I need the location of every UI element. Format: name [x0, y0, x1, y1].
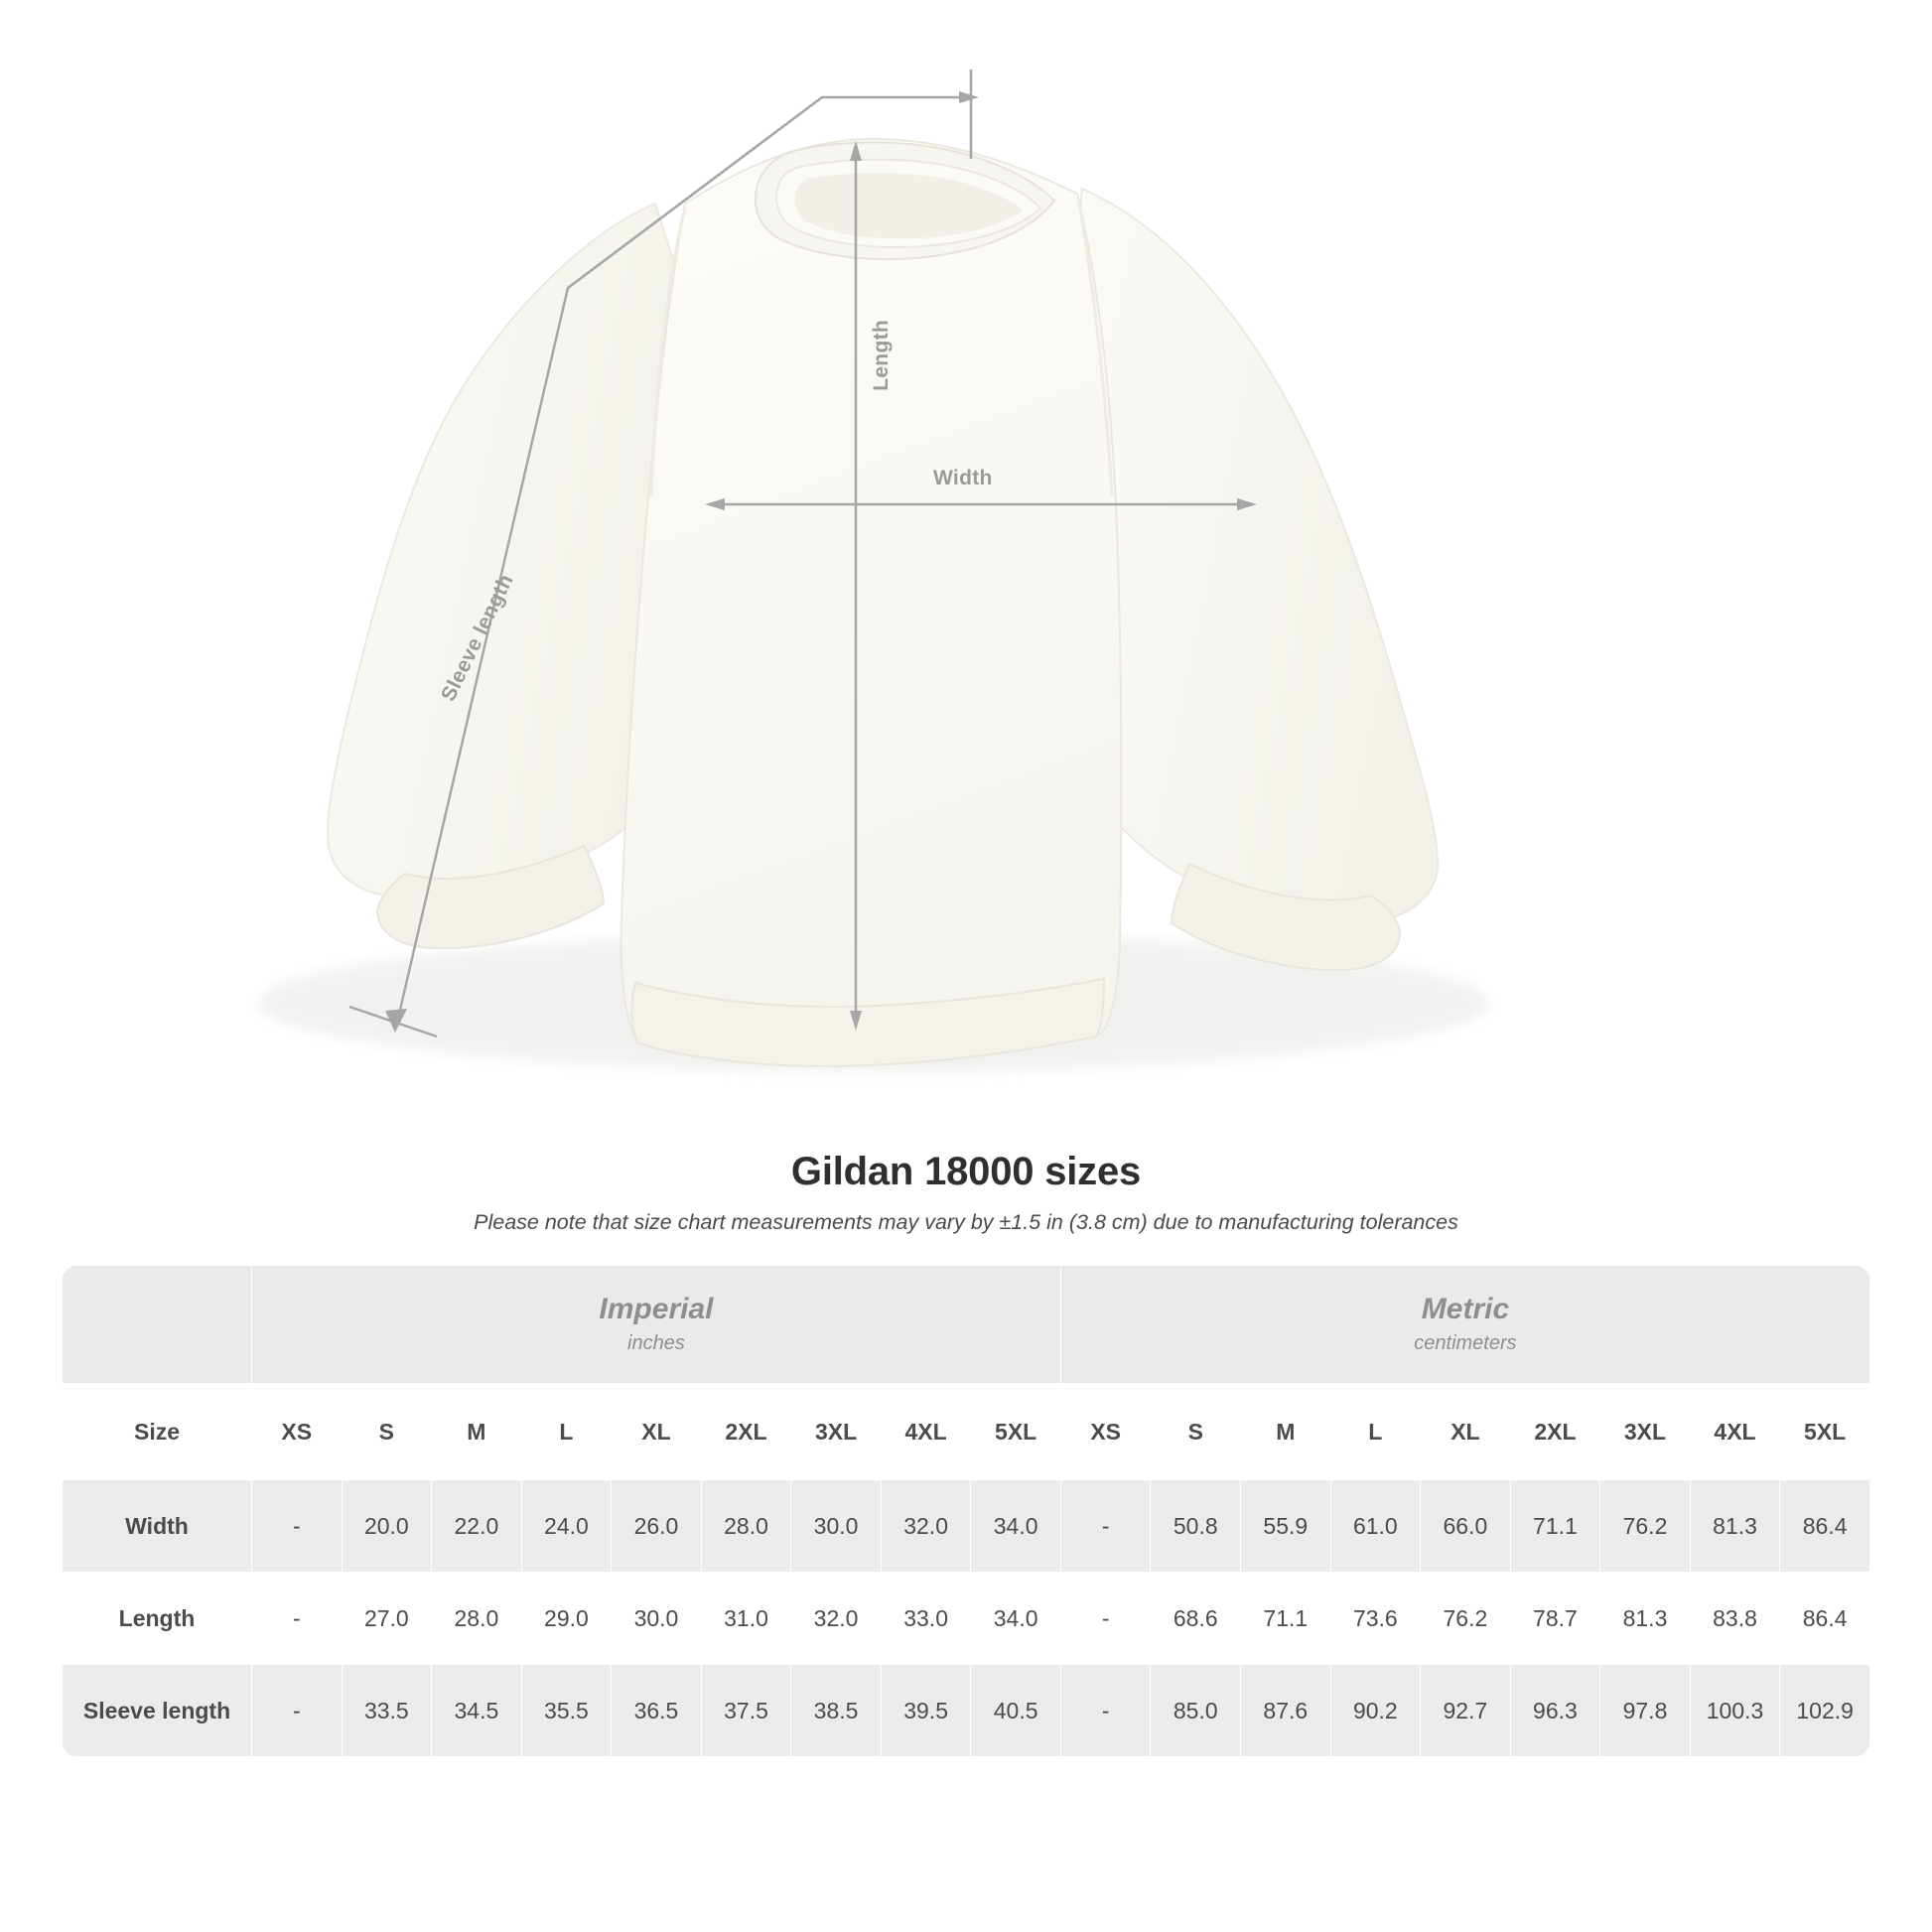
size-header-cell: 2XL [701, 1384, 791, 1480]
table-row [63, 1480, 1870, 1573]
measurement-cell: - [1060, 1665, 1151, 1757]
size-header-cell: 5XL [1780, 1384, 1870, 1480]
measurement-cell: 100.3 [1690, 1665, 1780, 1757]
measurement-cell: 33.5 [342, 1665, 432, 1757]
measurement-cell: 96.3 [1510, 1665, 1600, 1757]
page-title: Gildan 18000 sizes [790, 1150, 1142, 1193]
measurement-cell: 61.0 [1330, 1480, 1421, 1573]
unit-sub: inches [627, 1331, 685, 1354]
size-header-cell: XS [1060, 1384, 1151, 1480]
size-header-cell: 4XL [1690, 1384, 1780, 1480]
measurement-cell: 28.0 [432, 1573, 522, 1665]
measurement-cell: 37.5 [701, 1665, 791, 1757]
size-header-row [63, 1384, 1870, 1480]
unit-header-imperial [252, 1266, 1061, 1384]
measurement-cell: 86.4 [1780, 1573, 1870, 1665]
size-table-wrapper [62, 1265, 1870, 1757]
sleeve-length-label: Sleeve length [437, 570, 518, 706]
measurement-cell: 87.6 [1241, 1665, 1331, 1757]
measurement-cell: 34.0 [971, 1480, 1061, 1573]
length-label: Length [870, 320, 893, 391]
measurement-cell: 81.3 [1690, 1480, 1780, 1573]
unit-name: Metric [1421, 1293, 1510, 1326]
measurement-cell: 29.0 [521, 1573, 612, 1665]
unit-name: Imperial [599, 1293, 714, 1326]
row-label: Sleeve length [63, 1665, 252, 1757]
tolerance-note: Please note that size chart measurements may vary by ±1.5 in (3.8 cm) due to manufacturing tolerances [474, 1210, 1458, 1234]
row-label: Length [63, 1573, 252, 1665]
measurement-cell: 83.8 [1690, 1573, 1780, 1665]
measurement-cell: 31.0 [701, 1573, 791, 1665]
measurement-cell: - [252, 1573, 343, 1665]
measurement-cell: 32.0 [881, 1480, 971, 1573]
table-row [63, 1573, 1870, 1665]
measurement-cell: 92.7 [1421, 1665, 1511, 1757]
measurement-cell: 22.0 [432, 1480, 522, 1573]
measurement-cell: - [1060, 1573, 1151, 1665]
row-label: Width [63, 1480, 252, 1573]
size-header-label: Size [63, 1384, 252, 1480]
width-label: Width [933, 467, 993, 489]
unit-header-metric [1060, 1266, 1869, 1384]
measurement-cell: 76.2 [1600, 1480, 1691, 1573]
size-table [62, 1265, 1870, 1757]
measurement-cell: 40.5 [971, 1665, 1061, 1757]
measurement-cell: 30.0 [791, 1480, 882, 1573]
unit-header-row [63, 1266, 1870, 1384]
measurement-cell: 71.1 [1510, 1480, 1600, 1573]
measurement-cell: 24.0 [521, 1480, 612, 1573]
measurement-cell: 34.5 [432, 1665, 522, 1757]
size-header-cell: L [1330, 1384, 1421, 1480]
unit-sub: centimeters [1414, 1331, 1517, 1354]
measurement-cell: - [252, 1665, 343, 1757]
measurement-cell: 26.0 [612, 1480, 702, 1573]
measurement-cell: 90.2 [1330, 1665, 1421, 1757]
measurement-cell: 76.2 [1421, 1573, 1511, 1665]
size-header-cell: 3XL [791, 1384, 882, 1480]
measurement-cell: 102.9 [1780, 1665, 1870, 1757]
measurement-cell: 30.0 [612, 1573, 702, 1665]
measurement-cell: 33.0 [881, 1573, 971, 1665]
measurement-cell: 32.0 [791, 1573, 882, 1665]
size-header-cell: XL [612, 1384, 702, 1480]
measurement-cell: 71.1 [1241, 1573, 1331, 1665]
measurement-cell: 78.7 [1510, 1573, 1600, 1665]
size-header-cell: 3XL [1600, 1384, 1691, 1480]
measurement-cell: 35.5 [521, 1665, 612, 1757]
measurement-cell: 86.4 [1780, 1480, 1870, 1573]
measurement-cell: 73.6 [1330, 1573, 1421, 1665]
size-header-cell: 4XL [881, 1384, 971, 1480]
measurement-cell: 38.5 [791, 1665, 882, 1757]
measurement-cell: 36.5 [612, 1665, 702, 1757]
size-header-cell: XL [1421, 1384, 1511, 1480]
measurement-cell: 50.8 [1151, 1480, 1241, 1573]
measurement-cell: 39.5 [881, 1665, 971, 1757]
unit-row-spacer [63, 1266, 252, 1384]
size-header-cell: S [1151, 1384, 1241, 1480]
size-header-cell: M [432, 1384, 522, 1480]
title-block [0, 1150, 1932, 1235]
measurement-cell: 27.0 [342, 1573, 432, 1665]
table-row [63, 1665, 1870, 1757]
measurement-cell: 68.6 [1151, 1573, 1241, 1665]
size-header-cell: L [521, 1384, 612, 1480]
size-header-cell: 5XL [971, 1384, 1061, 1480]
measurement-cell: - [1060, 1480, 1151, 1573]
measurement-cell: 85.0 [1151, 1665, 1241, 1757]
measurement-cell: 55.9 [1241, 1480, 1331, 1573]
measurement-cell: - [252, 1480, 343, 1573]
size-header-cell: M [1241, 1384, 1331, 1480]
size-header-cell: XS [252, 1384, 343, 1480]
measurement-cell: 97.8 [1600, 1665, 1691, 1757]
size-header-cell: 2XL [1510, 1384, 1600, 1480]
measurement-cell: 81.3 [1600, 1573, 1691, 1665]
measurement-cell: 28.0 [701, 1480, 791, 1573]
measurement-cell: 34.0 [971, 1573, 1061, 1665]
measurement-cell: 66.0 [1421, 1480, 1511, 1573]
size-header-cell: S [342, 1384, 432, 1480]
measurement-cell: 20.0 [342, 1480, 432, 1573]
